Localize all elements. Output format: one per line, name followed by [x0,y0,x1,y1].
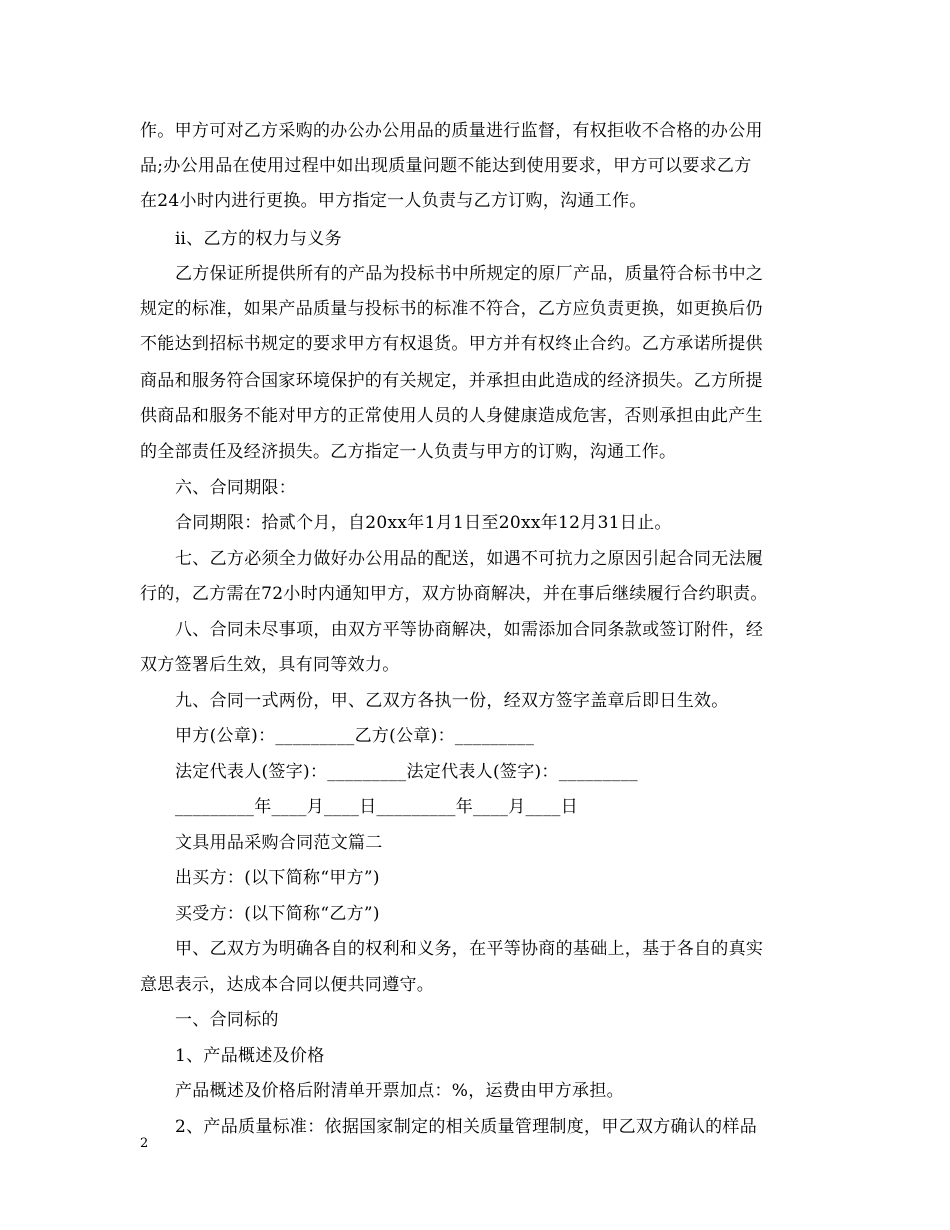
text-line: 不能达到招标书规定的要求甲方有权退货。甲方并有权终止合约。乙方承诺所提供 [140,334,763,354]
text-line: 2、产品质量标准：依据国家制定的相关质量管理制度，甲乙双方确认的样品 [175,1117,758,1137]
section-heading: 一、合同标的 [175,1010,279,1030]
text-line: 供商品和服务不能对甲方的正常使用人员的人身健康造成危害，否则承担由此产生 [140,406,763,426]
party-line: 买受方：(以下简称“乙方”) [175,904,380,924]
text-line: 七、乙方必须全力做好办公用品的配送，如遇不可抗力之原因引起合同无法履 [175,549,764,569]
party-line: 出买方：(以下简称“甲方”) [175,868,380,888]
text-line: 品;办公用品在使用过程中如出现质量问题不能达到使用要求，甲方可以要求乙方 [140,156,752,176]
text-line: 甲、乙双方为明确各自的权利和义务，在平等协商的基础上，基于各自的真实 [175,939,764,959]
text-line: 规定的标准，如果产品质量与投标书的标准不符合，乙方应负责更换，如更换后仍 [140,299,763,319]
text-line: 九、合同一式两份，甲、乙双方各执一份，经双方签字盖章后即日生效。 [175,691,729,711]
text-line: 产品概述及价格后附清单开票加点：%，运费由甲方承担。 [175,1081,624,1101]
text-line: 合同期限：拾贰个月，自20xx年1月1日至20xx年12月31日止。 [175,513,672,533]
text-line: 行的，乙方需在72小时内通知甲方，双方协商解决，并在事后继续履行合约职责。 [140,584,768,604]
section-heading: ⅱ、乙方的权力与义务 [175,229,342,249]
subsection-heading: 1、产品概述及价格 [175,1046,325,1066]
signature-line: 法定代表人(签字)：_________法定代表人(签字)：_________ [175,762,638,782]
signature-line: 甲方(公章)：_________乙方(公章)：_________ [175,726,535,746]
text-line: 八、合同未尽事项，由双方平等协商解决，如需添加合同条款或签订附件，经 [175,620,764,640]
text-line: 双方签署后生效，具有同等效力。 [140,655,400,675]
text-line: 乙方保证所提供所有的产品为投标书中所规定的原厂产品，质量符合标书中之 [175,264,764,284]
text-line: 商品和服务符合国家环境保护的有关规定，并承担由此造成的经济损失。乙方所提 [140,371,763,391]
text-line: 的全部责任及经济损失。乙方指定一人负责与甲方的订购，沟通工作。 [140,442,677,462]
text-line: 在24小时内进行更换。甲方指定一人负责与乙方订购，沟通工作。 [140,191,647,211]
text-line: 意思表示，达成本合同以便共同遵守。 [140,975,435,995]
date-line: _________年____月____日_________年____月____日 [175,797,578,817]
text-line: 作。甲方可对乙方采购的办公办公用品的质量进行监督，有权拒收不合格的办公用 [140,121,763,141]
section-heading: 六、合同期限： [175,478,297,498]
document-title: 文具用品采购合同范文篇二 [175,833,383,853]
page-number: 2 [140,1136,149,1151]
